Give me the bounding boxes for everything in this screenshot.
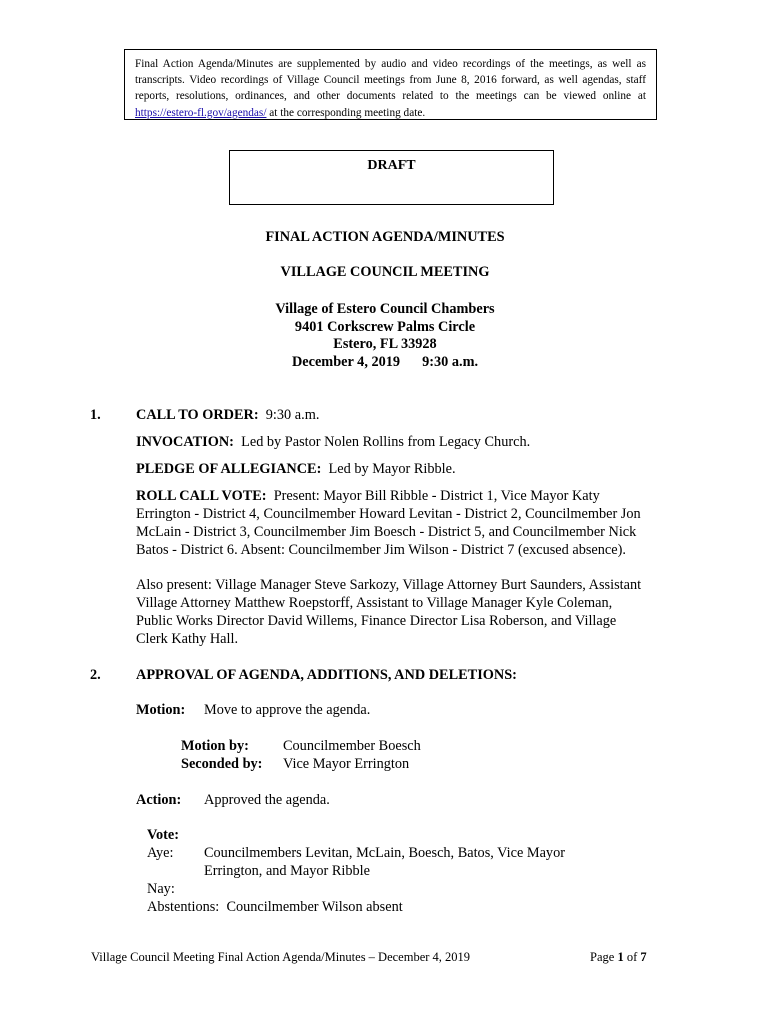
roll-call-line-4: Batos - District 6. Absent: Councilmember Jim Wilson - District 7 (excused absence).	[136, 542, 626, 558]
invocation-value: Led by Pastor Nolen Rollins from Legacy Church.	[241, 434, 531, 450]
notice-text-end: at the corresponding meeting date.	[266, 106, 426, 119]
page-total: 7	[640, 950, 647, 964]
pledge	[136, 460, 456, 478]
aye-line-2: Errington, and Mayor Ribble	[204, 863, 370, 879]
draft-box	[229, 150, 554, 205]
action-value: Approved the agenda.	[204, 792, 330, 808]
action-label	[136, 791, 181, 809]
motion-label-text: Motion:	[136, 702, 186, 718]
roll-call-label: ROLL CALL VOTE:	[136, 488, 267, 504]
also-present-line-2: Village Attorney Matthew Roepstorff, Assistant to Village Manager Kyle Coleman,	[136, 595, 613, 611]
call-to-order	[136, 406, 319, 424]
footer-title: Village Council Meeting Final Action Agenda/Minutes – December 4, 2019	[91, 950, 471, 964]
also-present-line-3: Public Works Director David Willems, Finance Director Lisa Roberson, and Village	[136, 613, 617, 629]
section-2-heading: APPROVAL OF AGENDA, ADDITIONS, AND DELETIONS:	[136, 667, 517, 683]
page-number	[590, 950, 647, 965]
pledge-value: Led by Mayor Ribble.	[328, 461, 456, 477]
meeting-time: 9:30 a.m.	[422, 354, 479, 370]
aye-line-1: Councilmembers Levitan, McLain, Boesch, Batos, Vice Mayor	[204, 845, 565, 861]
motion-label	[136, 701, 185, 719]
section-2-number: 2.	[90, 667, 101, 683]
meeting-datetime	[0, 354, 770, 371]
vote-label	[147, 826, 179, 844]
meeting-address: 9401 Corkscrew Palms Circle	[294, 319, 476, 335]
of-word: of	[623, 950, 641, 964]
vote-label-text: Vote:	[147, 827, 180, 843]
draft-label: DRAFT	[367, 158, 416, 173]
call-to-order-label: CALL TO ORDER:	[136, 407, 259, 423]
abstentions-label: Abstentions:	[147, 899, 220, 915]
agendas-link[interactable]: https://estero-fl.gov/agendas/	[135, 106, 267, 119]
meeting-date: December 4, 2019	[291, 354, 401, 370]
invocation	[136, 433, 530, 451]
document-title: FINAL ACTION AGENDA/MINUTES	[265, 229, 505, 245]
motion-by-label-text: Motion by:	[181, 738, 249, 754]
seconded-by-label-text: Seconded by:	[181, 756, 263, 772]
page-word: Page	[590, 950, 618, 964]
roll-call-line-2: Errington - District 4, Councilmember Howard Levitan - District 2, Councilmember Jon	[136, 506, 641, 522]
call-to-order-value: 9:30 a.m.	[265, 407, 320, 423]
meeting-name: VILLAGE COUNCIL MEETING	[280, 264, 490, 280]
roll-call-line-3: McLain - District 3, Councilmember Jim Boesch - District 5, and Councilmember Nick	[136, 524, 637, 540]
action-label-text: Action:	[136, 792, 182, 808]
section-1-number: 1.	[90, 407, 101, 423]
pledge-label: PLEDGE OF ALLEGIANCE:	[136, 461, 322, 477]
motion-by-value: Councilmember Boesch	[283, 738, 421, 754]
seconded-by-value: Vice Mayor Errington	[283, 756, 410, 772]
nay-label: Nay:	[147, 881, 175, 897]
roll-call-line-1	[136, 487, 600, 505]
invocation-label: INVOCATION:	[136, 434, 234, 450]
aye-label: Aye:	[147, 845, 174, 861]
motion-value: Move to approve the agenda.	[204, 702, 371, 718]
meeting-city: Estero, FL 33928	[333, 336, 437, 352]
motion-by-label	[181, 737, 249, 755]
notice-text: Final Action Agenda/Minutes are supplemented by audio and video recordings of the meetings, as well as transcripts. Video recordings of Village Council meetings from June 8, 2016 forward, as well agendas, staff reports, resolutions, ordinances, and other documents related to the meetings can be viewed online at	[135, 58, 646, 103]
roll-call-text: Present: Mayor Bill Ribble - District 1, Vice Mayor Katy	[273, 488, 600, 504]
notice-box	[124, 49, 657, 120]
page-current: 1	[617, 950, 624, 964]
meeting-location: Village of Estero Council Chambers	[275, 301, 495, 317]
abstentions	[147, 898, 403, 916]
seconded-by-label	[181, 755, 262, 773]
abstentions-value: Councilmember Wilson absent	[226, 899, 403, 915]
also-present-line-1: Also present: Village Manager Steve Sarkozy, Village Attorney Burt Saunders, Assistant	[136, 577, 642, 593]
also-present-line-4: Clerk Kathy Hall.	[136, 631, 239, 647]
